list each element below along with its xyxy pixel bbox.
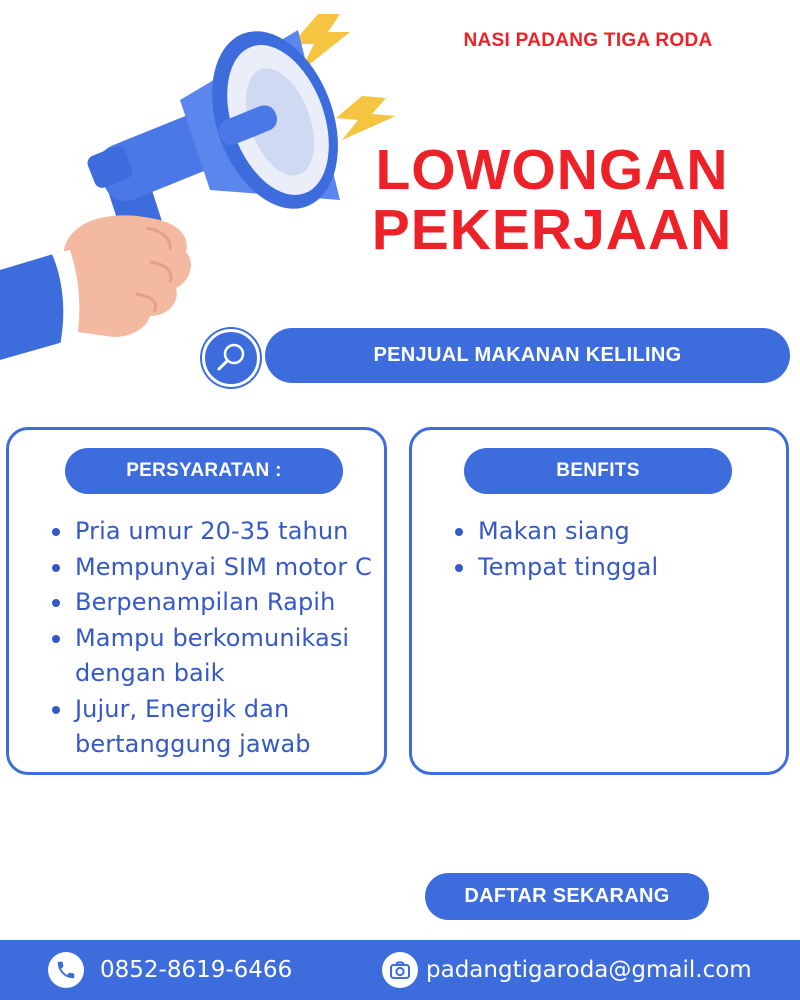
contact-footer	[0, 940, 800, 1000]
phone-icon	[55, 959, 77, 981]
job-position-banner: PENJUAL MAKANAN KELILING	[265, 328, 790, 383]
camera-icon	[388, 958, 412, 982]
headline-line-1: LOWONGAN	[375, 138, 729, 202]
benefits-card	[409, 427, 789, 775]
company-name: NASI PADANG TIGA RODA	[463, 30, 713, 51]
list-item: Tempat tinggal	[452, 550, 782, 586]
list-item: Pria umur 20-35 tahun	[49, 514, 384, 550]
phone-icon-badge[interactable]	[48, 952, 84, 988]
list-item: Mempunyai SIM motor C	[49, 550, 384, 586]
apply-now-button[interactable]: DAFTAR SEKARANG	[425, 873, 709, 920]
camera-icon-badge[interactable]	[382, 952, 418, 988]
list-item: Berpenampilan Rapih	[49, 585, 384, 621]
list-item: Makan siang	[452, 514, 782, 550]
list-item: Jujur, Energik dan bertanggung jawab	[49, 692, 384, 763]
requirements-title: PERSYARATAN :	[65, 448, 343, 494]
phone-number[interactable]: 0852-8619-6466	[100, 957, 293, 983]
benefits-list	[452, 514, 782, 585]
requirements-list	[49, 514, 384, 763]
requirements-card	[6, 427, 387, 775]
benefits-title: BENFITS	[464, 448, 732, 494]
page-title	[352, 140, 752, 260]
list-item: Mampu berkomunikasi dengan baik	[49, 621, 384, 692]
search-icon-badge	[202, 329, 260, 387]
search-icon	[214, 341, 248, 375]
email-address[interactable]: padangtigaroda@gmail.com	[426, 957, 752, 983]
lightning-bolt-icon	[336, 96, 396, 140]
headline-line-2: PEKERJAAN	[371, 198, 733, 262]
